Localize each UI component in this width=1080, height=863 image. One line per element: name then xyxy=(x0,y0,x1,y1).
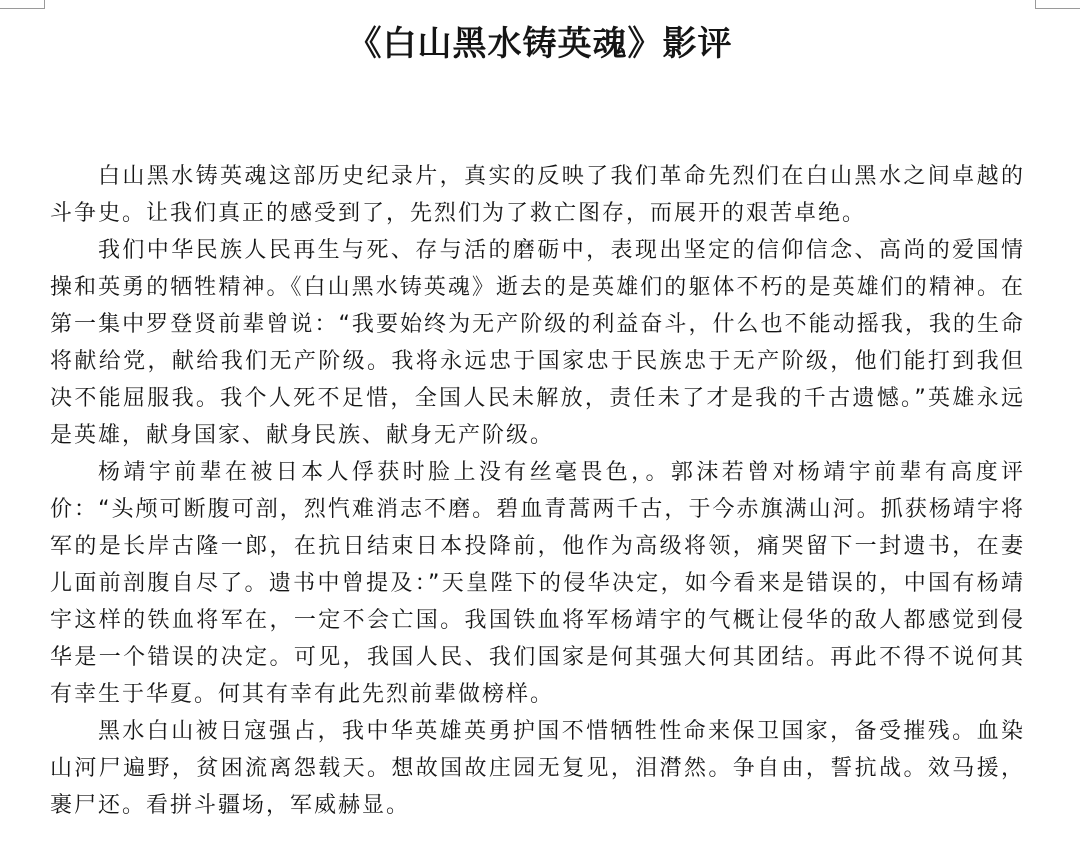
paragraph-2: 我们中华民族人民再生与死、存与活的磨砺中，表现出坚定的信仰信念、高尚的爱国情操和英勇的牺牲精神。《白山黑水铸英魂》逝去的是英雄们的躯体不朽的是英雄们的精神。在第一集中罗登贤前辈曾说：“我要始终为无产阶级的利益奋斗，什么也不能动摇我，我的生命将献给党，献给我们无产阶级。我将永远忠于国家忠于民族忠于无产阶级，他们能打到我但决不能屈服我。我个人死不足惜，全国人民未解放，责任未了才是我的千古遗憾。”英雄永远是英雄，献身国家、献身民族、献身无产阶级。 xyxy=(50,238,1025,448)
paragraph-4: 黑水白山被日寇强占，我中华英雄英勇护国不惜牺牲性命来保卫国家，备受摧残。血染山河尸遍野，贫困流离怨载天。想故国故庄园无复见，泪潸然。争自由，誓抗战。效马援，裹尸还。看拼斗疆场，军威赫显。 xyxy=(50,719,1025,818)
paragraph-3: 杨靖宇前辈在被日本人俘获时脸上没有丝毫畏色，。郭沫若曾对杨靖宇前辈有高度评价：“头颅可断腹可剖，烈忾难消志不磨。碧血青蒿两千古，于今赤旗满山河。抓获杨靖宇将军的是长岸古隆一郎，在抗日结束日本投降前，他作为高级将领，痛哭留下一封遗书，在妻儿面前剖腹自尽了。遗书中曾提及：”天皇陛下的侵华决定，如今看来是错误的，中国有杨靖宇这样的铁血将军在，一定不会亡国。我国铁血将军杨靖宇的气概让侵华的敌人都感觉到侵华是一个错误的决定。可见，我国人民、我们国家是何其强大何其团结。再此不得不说何其有幸生于华夏。何其有幸有此先烈前辈做榜样。 xyxy=(50,460,1025,707)
document-title: 《白山黑水铸英魂》影评 xyxy=(347,24,733,64)
corner-mark-left xyxy=(0,0,45,9)
paragraph-1: 白山黑水铸英魂这部历史纪录片，真实的反映了我们革命先烈们在白山黑水之间卓越的斗争史。让我们真正的感受到了，先烈们为了救亡图存，而展开的艰苦卓绝。 xyxy=(50,164,1025,226)
corner-mark-right xyxy=(1035,0,1080,9)
article-body xyxy=(50,158,1025,824)
